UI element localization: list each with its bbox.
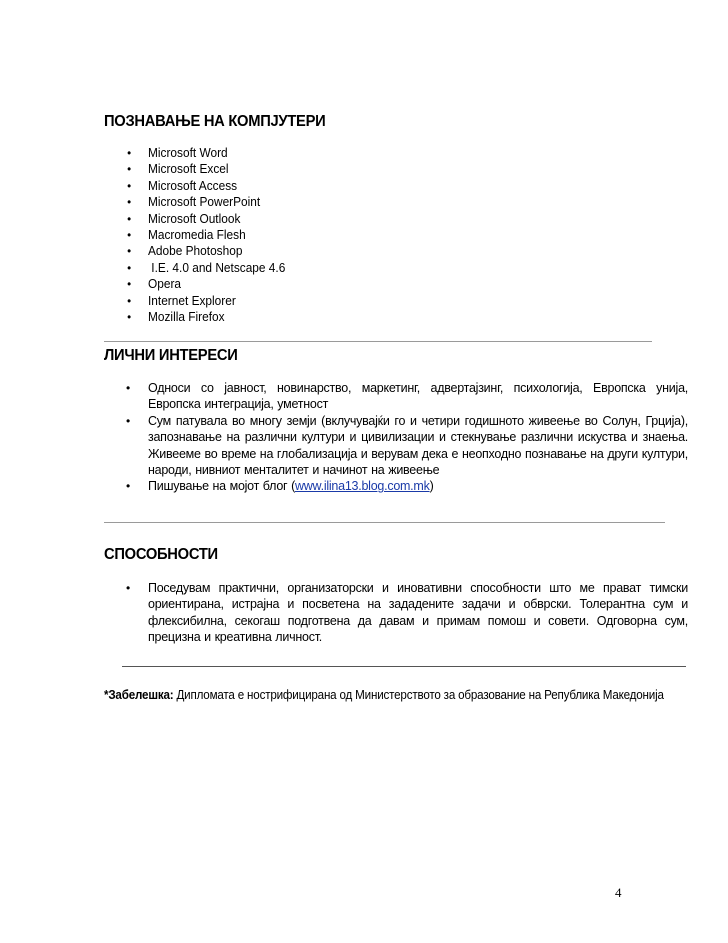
bullet-icon: • (127, 277, 132, 292)
section-divider (104, 522, 665, 523)
bullet-icon: • (126, 413, 130, 428)
list-item: • Поседувам практични, организаторски и иновативни способности што ме прават тимски ориентирана, истрајна и посветена на зададените задачи и обврски. Толерантна сум и флексибилна, секогаш подготвена да давам и примам помош и совети. Одговорна сум, прецизна и креативна личност. (126, 581, 688, 645)
bullet-icon: • (127, 146, 132, 160)
footnote (104, 688, 664, 702)
list-item (126, 478, 688, 494)
section-title-computer-skills: ПОЗНАВАЊЕ НА КОМПЈУТЕРИ (104, 113, 326, 130)
section-title-interests: ЛИЧНИ ИНТЕРЕСИ (104, 347, 238, 364)
bullet-icon: • (127, 310, 132, 325)
computer-skills-list (127, 145, 293, 325)
footnote-label: *Забелешка: (104, 688, 174, 702)
list-item: • Adobe Photoshop (127, 244, 243, 259)
list-item: • I.E. 4.0 and Netscape 4.6 (127, 260, 286, 275)
list-item: • Mozilla Firefox (127, 310, 225, 325)
page-number: 4 (615, 885, 622, 900)
bullet-icon: • (127, 293, 132, 308)
bullet-icon: • (127, 228, 132, 243)
blog-text-suffix: ) (429, 479, 434, 494)
list-item: • Opera (127, 277, 182, 292)
list-item: • Microsoft Outlook (127, 211, 241, 226)
bullet-icon: • (126, 381, 130, 395)
bullet-icon: • (127, 244, 132, 259)
list-item: • Microsoft Access (127, 178, 238, 193)
list-item: • Macromedia Flesh (127, 228, 246, 243)
list-item: • Internet Explorer (127, 293, 236, 308)
section-divider (122, 666, 686, 667)
list-item: • Microsoft Excel (127, 162, 229, 177)
list-item: • Односи со јавност, новинарство, маркетинг, адвертајзинг, психологија, Европска унија, Европска интеграција, уметност (126, 381, 688, 412)
footnote-text: Дипломата е нострифицирана од Министерството за образование на Република Македонија (173, 688, 664, 702)
bullet-icon: • (127, 178, 132, 193)
bullet-icon: • (127, 162, 132, 177)
list-item: • Сум патувала во многу земји (вклучувајќи го и четири годишното живеење во Солун, Грција), запознавање на различни култури и цивилизации и стекнување различни искуства и знаења. Живееме во време на глобализација и верувам дека е неопходно познавање на други култури, народи, нивниот менталитет и начинот на живеење (126, 413, 688, 478)
section-divider (104, 341, 652, 342)
bullet-icon: • (126, 581, 130, 595)
section-title-abilities: СПОСОБНОСТИ (104, 546, 218, 563)
bullet-icon: • (127, 211, 132, 226)
bullet-icon: • (126, 479, 130, 494)
bullet-icon: • (127, 260, 132, 275)
abilities-list (126, 580, 688, 646)
blog-link[interactable]: www.ilina13.blog.com.mk (294, 479, 430, 494)
list-item: • Microsoft Word (127, 146, 228, 160)
list-item: • Microsoft PowerPoint (127, 195, 261, 210)
bullet-icon: • (127, 195, 132, 210)
blog-text-prefix: Пишување на мојот блог ( (148, 479, 295, 494)
interests-list (126, 380, 688, 495)
